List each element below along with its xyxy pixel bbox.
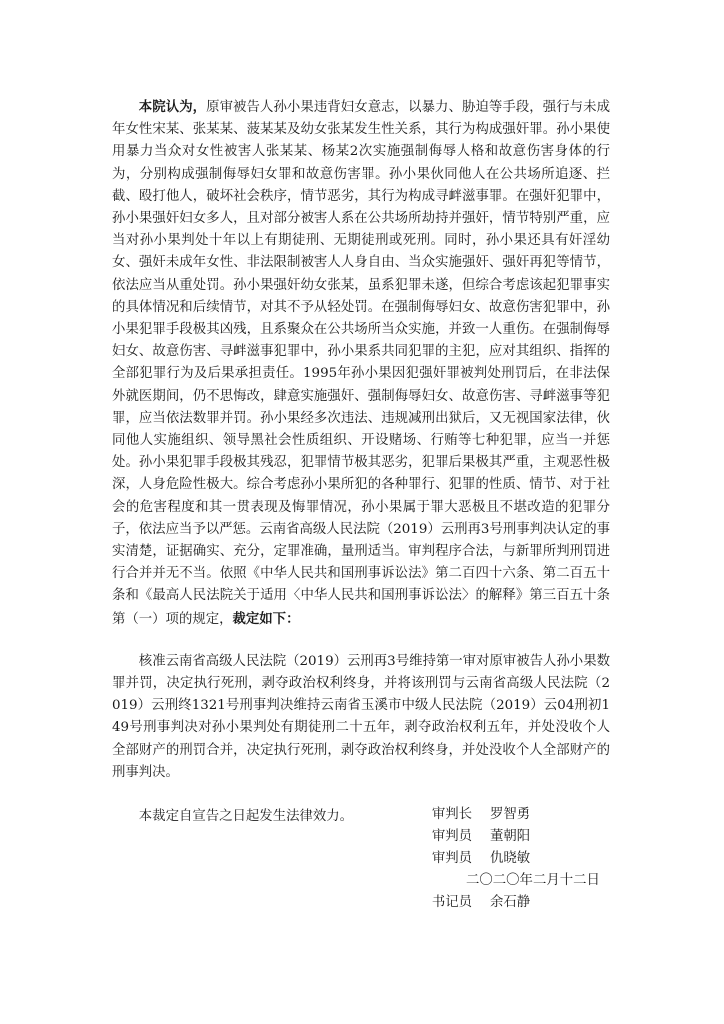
effect-paragraph: 本裁定自宣告之日起发生法律效力。 bbox=[138, 809, 354, 825]
ruling-paragraph: 核准云南省高级人民法院（2019）云刑再3号维持第一审对原审被告人孙小果数罪并罚，决定执行死刑，剥夺政治权利终身，并将该刑罚与云南省高级人民法院（2019）云刑终1321号刑事判决维持云南省玉溪市中级人民法院（2019）云04刑初149号刑事判决对孙小果判处有期徒刑二十五年，剥夺政治权利五年，并处没收个人全部财产的刑罚合并，决定执行死刑，剥夺政治权利终身，并处没收个人全部财产的刑事判决。 bbox=[112, 653, 610, 780]
signature-name: 罗智勇 bbox=[490, 807, 531, 822]
signature-role: 审判员 bbox=[431, 851, 472, 866]
signature-judge-1 bbox=[380, 826, 640, 848]
signature-block bbox=[380, 804, 640, 914]
signature-date: 二〇二〇年二月十二日 bbox=[466, 873, 600, 888]
signature-role: 审判长 bbox=[431, 807, 472, 822]
signature-role: 书记员 bbox=[431, 895, 472, 910]
reasoning-paragraph bbox=[112, 96, 610, 631]
reasoning-lead: 本院认为， bbox=[138, 99, 207, 115]
reasoning-text: 原审被告人孙小果违背妇女意志，以暴力、胁迫等手段，强行与未成年女性宋某、张某某、菠某某及幼女张某发生性关系，其行为构成强奸罪。孙小果使用暴力当众对女性被害人张某某、杨某2次实施强制侮辱人格和故意伤害身体的行为，分别构成强制侮辱妇女罪和故意伤害罪。孙小果伙同他人在公共场所追逐、拦截、殴打他人，破坏社会秩序，情节恶劣，其行为构成寻衅滋事罪。在强奸犯罪中，孙小果强奸妇女多人，且对部分被害人系在公共场所劫持并强奸，情节特别严重，应当对孙小果判处十年以上有期徒刑、无期徒刑或死刑。同时，孙小果还具有奸淫幼女、强奸未成年女性、非法限制被害人人身自由、当众实施强奸、强奸再犯等情节，依法应当从重处罚。孙小果强奸幼女张某，虽系犯罪未遂，但综合考虑该起犯罪事实的具体情况和后续情节，对其不予从轻处罚。在强制侮辱妇女、故意伤害犯罪中，孙小果犯罪手段极其凶残，且系聚众在公共场所当众实施，并致一人重伤。在强制侮辱妇女、故意伤害、寻衅滋事犯罪中，孙小果系共同犯罪的主犯，应对其组织、指挥的全部犯罪行为及后果承担责任。1995年孙小果因犯强奸罪被判处刑罚后，在非法保外就医期间，仍不思悔改，肆意实施强奸、强制侮辱妇女、故意伤害、寻衅滋事等犯罪，应当依法数罪并罚。孙小果经多次违法、违规减刑出狱后，又无视国家法律，伙同他人实施组织、领导黑社会性质组织、开设赌场、行贿等七种犯罪，应当一并惩处。孙小果犯罪手段极其残忍，犯罪情节极其恶劣，犯罪后果极其严重，主观恶性极深，人身危险性极大。综合考虑孙小果所犯的各种罪行、犯罪的性质、情节、对于社会的危害程度和其一贯表现及悔罪情况，孙小果属于罪大恶极且不堪改造的犯罪分子，依法应当予以严惩。云南省高级人民法院（2019）云刑再3号刑事判决认定的事实清楚，证据确实、充分，定罪准确，量刑适当。审判程序合法，与新罪所判刑罚进行合并并无不当。依照《中华人民共和国刑事诉讼法》第二百四十六条、第二百五十条和《最高人民法院关于适用〈中华人民共和国刑事诉讼法〉的解释》第三百五十条第（一）项的规定， bbox=[112, 100, 611, 627]
ruling-lead: 裁定如下： bbox=[232, 610, 300, 627]
signature-name: 董朝阳 bbox=[490, 829, 531, 844]
signature-name: 余石静 bbox=[490, 895, 531, 910]
signature-judge-2 bbox=[380, 848, 640, 870]
signature-role: 审判员 bbox=[431, 829, 472, 844]
signature-clerk bbox=[380, 892, 640, 914]
signature-name: 仇晓敏 bbox=[490, 851, 531, 866]
document-body bbox=[112, 96, 610, 828]
signature-chief-judge bbox=[380, 804, 640, 826]
